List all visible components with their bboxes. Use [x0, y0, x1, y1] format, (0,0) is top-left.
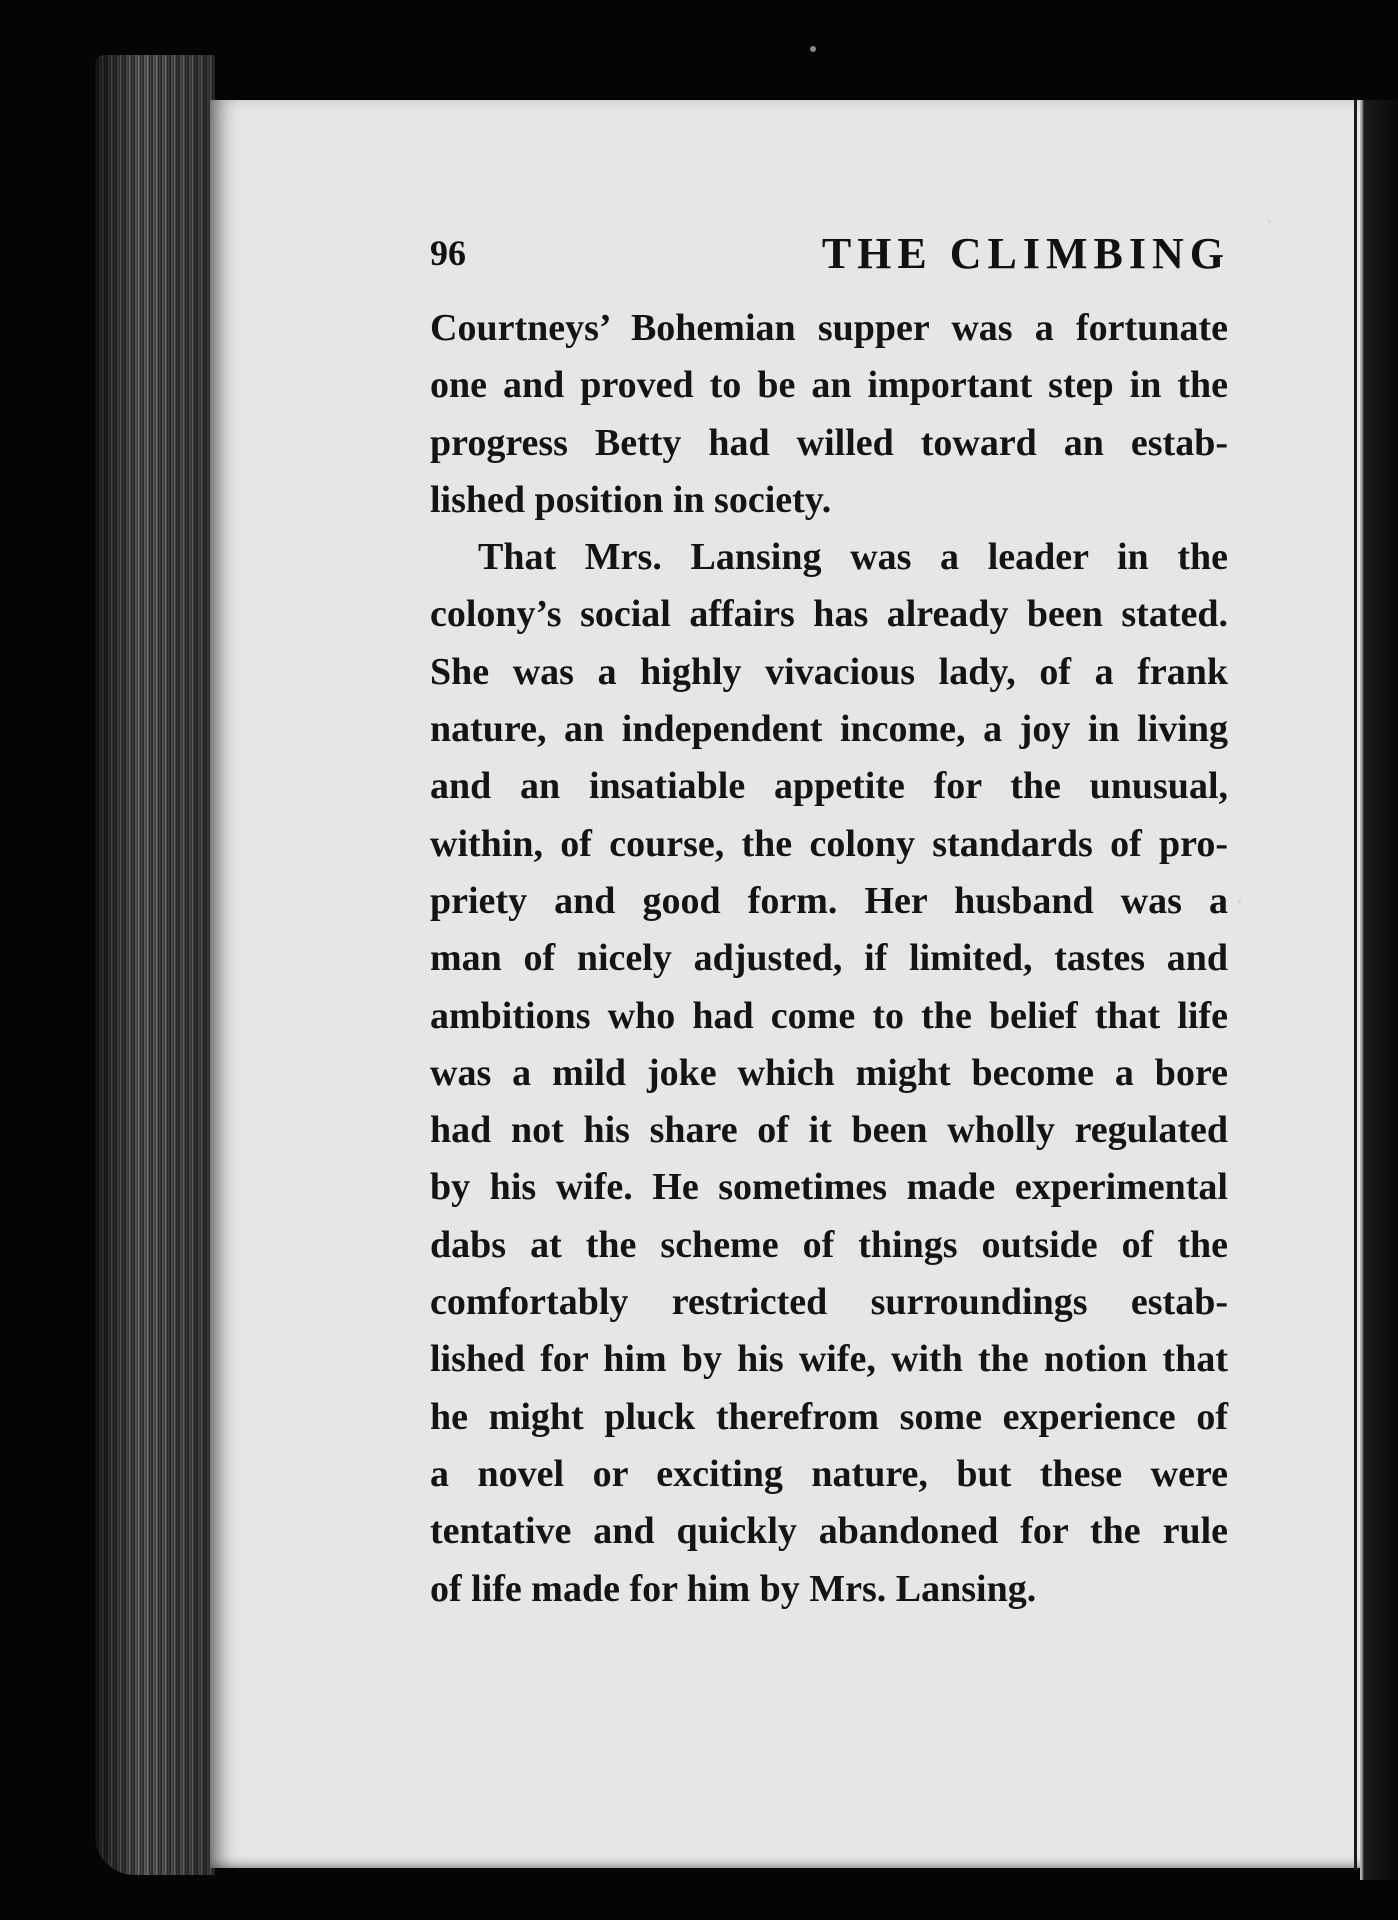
paper-speck [1268, 220, 1271, 223]
right-gutter [1360, 100, 1398, 1880]
page-right-border [1354, 100, 1357, 1870]
text-line: colony’s social affairs has already been stated. [430, 593, 1228, 636]
text-line: one and proved to be an important step in the [430, 364, 1228, 407]
text-line: was a mild joke which might become a bore [430, 1051, 1228, 1094]
text-line: comfortably restricted surroundings estab- [430, 1281, 1228, 1324]
text-line: a novel or exciting nature, but these were [430, 1452, 1228, 1495]
text-line: dabs at the scheme of things outside of the [430, 1223, 1228, 1266]
text-line: by his wife. He sometimes made experimental [430, 1166, 1228, 1209]
running-title: THE CLIMBING [821, 229, 1230, 278]
paragraph [430, 529, 1228, 1618]
text-line: he might pluck therefrom some experience of [430, 1395, 1228, 1438]
running-head [430, 228, 1230, 278]
body-text [430, 300, 1228, 1618]
text-line: Courtneys’ Bohemian supper was a fortunate [430, 307, 1228, 349]
paper-speck [1238, 900, 1241, 903]
paragraph [430, 300, 1228, 529]
text-line: had not his share of it been wholly regulated [430, 1109, 1228, 1152]
page-number: 96 [430, 233, 466, 273]
text-line: That Mrs. Lansing was a leader in the [478, 536, 1228, 579]
fore-edge-shadow [95, 55, 215, 1875]
text-line: priety and good form. Her husband was a [430, 879, 1228, 922]
text-line: She was a highly vivacious lady, of a frank [430, 650, 1228, 693]
scan-speck [810, 46, 816, 52]
text-line: and an insatiable appetite for the unusual, [430, 765, 1228, 808]
text-line: tentative and quickly abandoned for the rule [430, 1510, 1228, 1553]
text-line: progress Betty had willed toward an estab- [430, 421, 1228, 464]
text-line: ambitions who had come to the belief that life [430, 994, 1228, 1037]
text-line: nature, an independent income, a joy in living [430, 708, 1228, 751]
text-line: man of nicely adjusted, if limited, tastes and [430, 937, 1228, 980]
text-line: lished for him by his wife, with the notion that [430, 1338, 1228, 1381]
text-line: within, of course, the colony standards of pro- [430, 822, 1228, 865]
text-line: lished position in society. [430, 478, 832, 521]
text-line: of life made for him by Mrs. Lansing. [430, 1567, 1037, 1610]
